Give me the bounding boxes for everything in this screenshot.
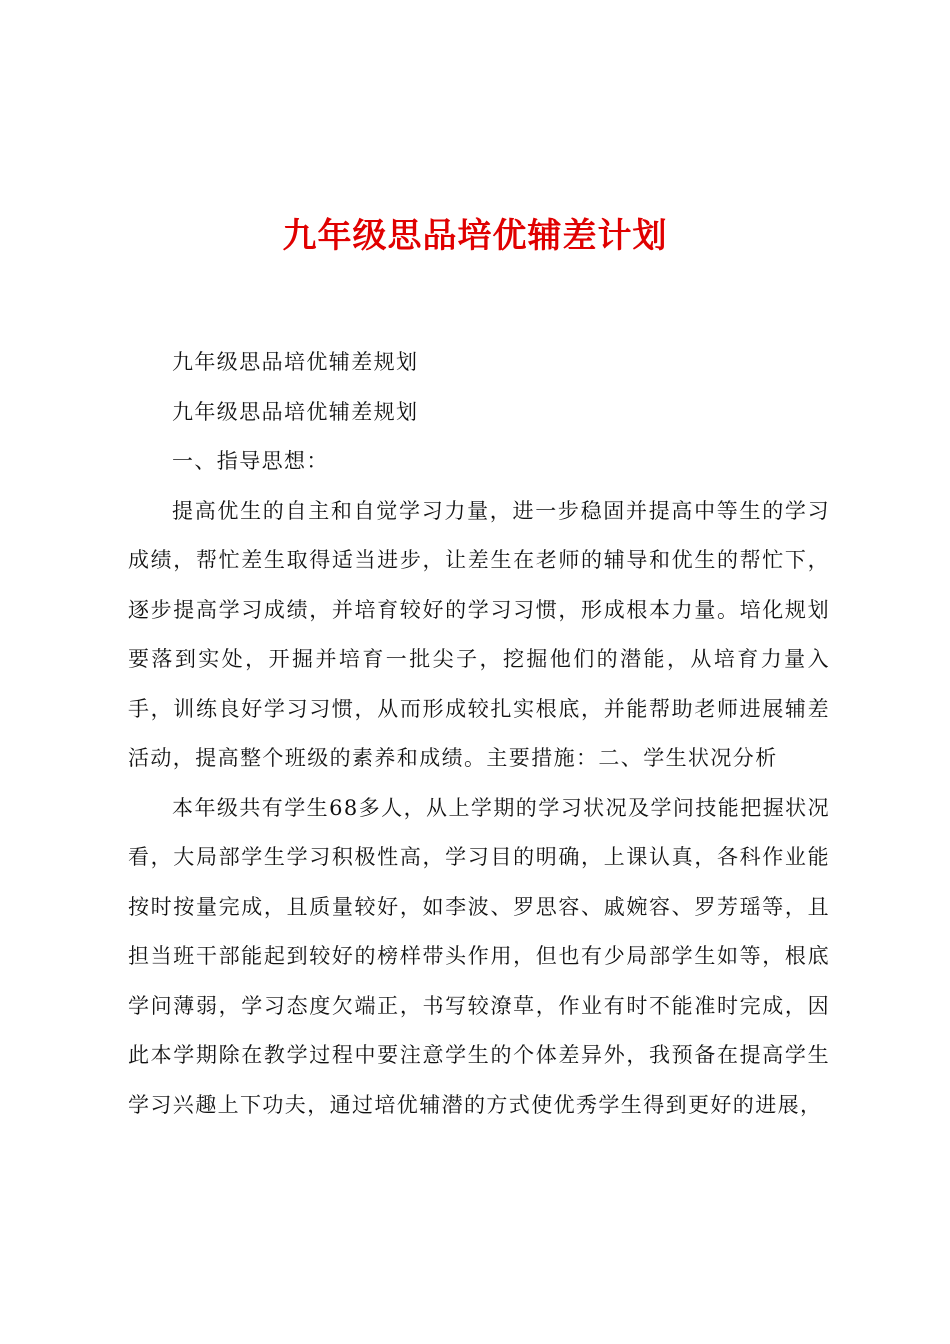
paragraph-guiding-thought: 提高优生的自主和自觉学习力量，进一步稳固并提高中等生的学习成绩，帮忙差生取得适当进步，让差生在老师的辅导和优生的帮忙下，逐步提高学习成绩，并培育较好的学习习惯，形成根本力量。培化规划要落到实处，开掘并培育一批尖子，挖掘他们的潜能，从培育力量入手，训练良好学习习惯，从而形成较扎实根底，并能帮助老师进展辅差活动，提高整个班级的素养和成绩。主要措施：二、学生状况分析 [128, 498, 830, 770]
paragraph-student-analysis: 本年级共有学生68多人，从上学期的学习状况及学问技能把握状况看，大局部学生学习积极性高，学习目的明确，上课认真，各科作业能按时按量完成，且质量较好，如李波、罗思容、戚婉容、罗芳瑶等，且担当班干部能起到较好的榜样带头作用，但也有少局部学生如等，根底学问薄弱，学习态度欠端正，书写较潦草，作业有时不能准时完成，因此本学期除在教学过程中要注意学生的个体差异外，我预备在提高学生学习兴趣上下功夫，通过培优辅潜的方式使优秀学生得到更好的进展， [128, 795, 830, 1117]
paragraph-subtitle-2: 九年级思品培优辅差规划 [172, 399, 419, 424]
document-title: 九年级思品培优辅差计划 [282, 216, 668, 256]
section-heading-guiding-thought: 一、指导思想： [172, 449, 329, 473]
paragraph-subtitle-1: 九年级思品培优辅差规划 [172, 350, 419, 374]
document-body [128, 338, 830, 1130]
